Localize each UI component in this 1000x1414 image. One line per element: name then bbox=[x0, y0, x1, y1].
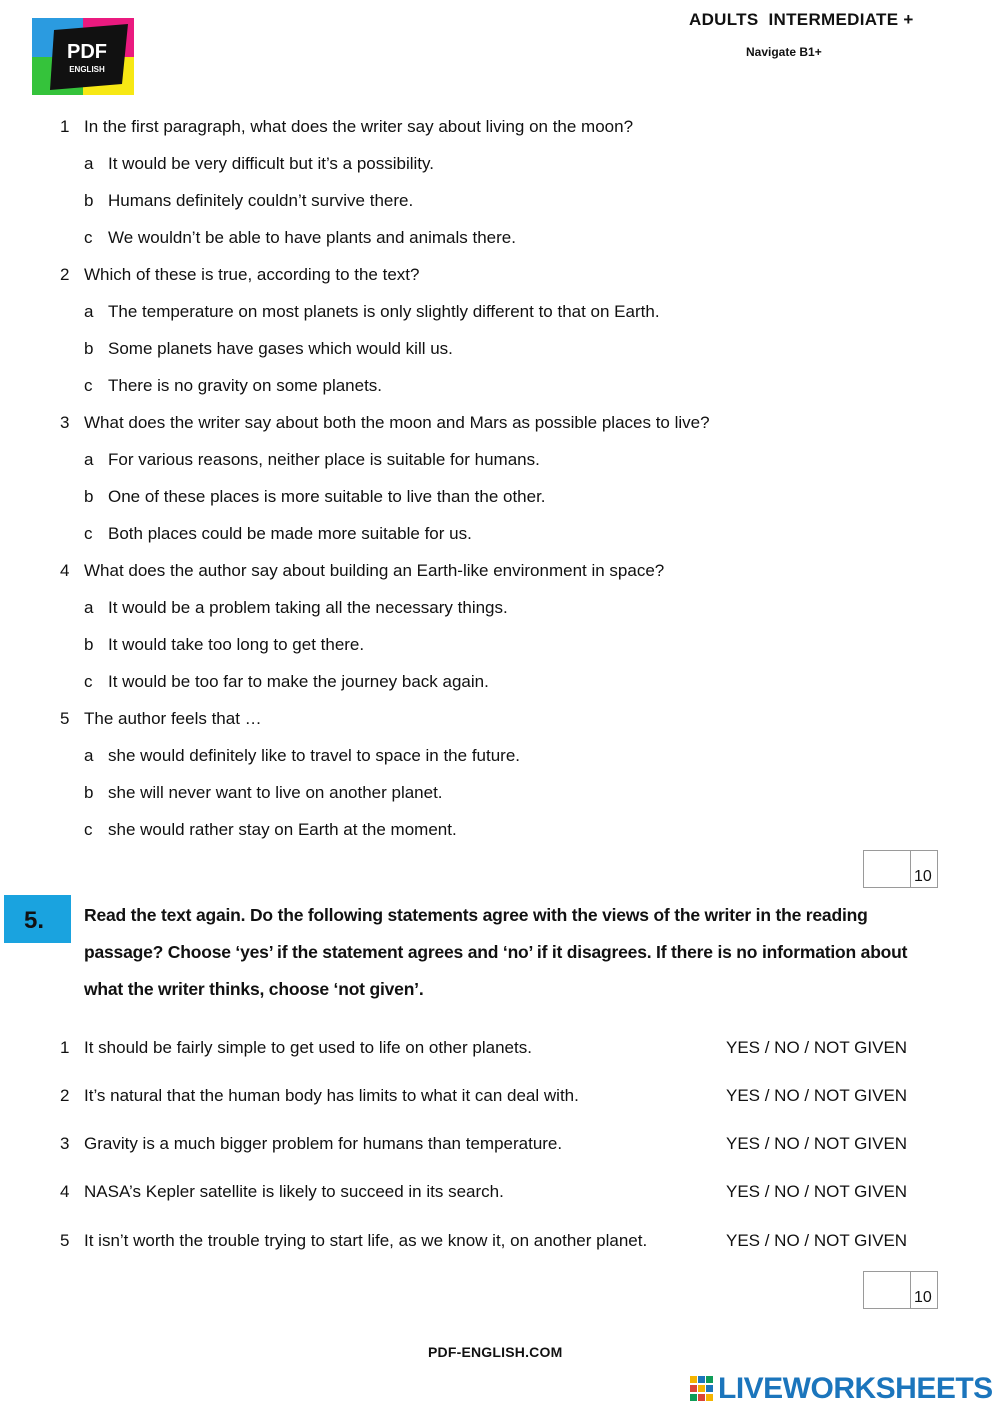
statement-number: 5 bbox=[60, 1231, 70, 1250]
answer-choice-2[interactable]: YES / NO / NOT GIVEN bbox=[726, 1086, 908, 1105]
statement-text: Gravity is a much bigger problem for humans than temperature. bbox=[84, 1134, 563, 1153]
statement-2 bbox=[60, 1086, 579, 1106]
option-5b[interactable] bbox=[84, 783, 443, 803]
statement-4 bbox=[60, 1182, 504, 1202]
option-text: The temperature on most planets is only slightly different to that on Earth. bbox=[108, 302, 660, 321]
option-text: Humans definitely couldn’t survive there. bbox=[108, 191, 414, 210]
answer-choice-5[interactable]: YES / NO / NOT GIVEN bbox=[726, 1231, 908, 1250]
option-text: she would definitely like to travel to space in the future. bbox=[108, 746, 521, 765]
logo-text-sub: ENGLISH bbox=[69, 65, 105, 74]
question-3 bbox=[60, 413, 710, 433]
statement-text: It’s natural that the human body has limits to what it can deal with. bbox=[84, 1086, 579, 1105]
question-number: 2 bbox=[60, 265, 70, 284]
option-letter: c bbox=[84, 228, 93, 247]
statement-3 bbox=[60, 1134, 562, 1154]
liveworksheets-text: LIVEWORKSHEETS bbox=[718, 1372, 993, 1405]
statement-number: 2 bbox=[60, 1086, 70, 1105]
option-letter: b bbox=[84, 487, 94, 506]
score-max: 10 bbox=[914, 868, 932, 885]
option-1b[interactable] bbox=[84, 191, 413, 211]
question-number: 4 bbox=[60, 561, 70, 580]
question-text: In the first paragraph, what does the writer say about living on the moon? bbox=[84, 117, 634, 136]
option-2b[interactable] bbox=[84, 339, 453, 359]
question-5 bbox=[60, 709, 262, 729]
score-max: 10 bbox=[914, 1289, 932, 1306]
option-5c[interactable] bbox=[84, 820, 457, 840]
option-text: For various reasons, neither place is suitable for humans. bbox=[108, 450, 540, 469]
score-divider bbox=[910, 851, 911, 887]
option-letter: b bbox=[84, 191, 94, 210]
section5-score-box[interactable] bbox=[863, 1271, 938, 1309]
option-text: Both places could be made more suitable for us. bbox=[108, 524, 472, 543]
option-3b[interactable] bbox=[84, 487, 546, 507]
liveworksheets-icon bbox=[690, 1376, 714, 1402]
option-text: One of these places is more suitable to live than the other. bbox=[108, 487, 546, 506]
option-2a[interactable] bbox=[84, 302, 660, 322]
option-4a[interactable] bbox=[84, 598, 508, 618]
level-title: ADULTS INTERMEDIATE + bbox=[689, 10, 914, 29]
option-letter: a bbox=[84, 746, 94, 765]
statement-1 bbox=[60, 1038, 532, 1058]
option-text: It would be very difficult but it’s a possibility. bbox=[108, 154, 434, 173]
option-letter: a bbox=[84, 598, 94, 617]
option-letter: a bbox=[84, 154, 94, 173]
option-text: It would take too long to get there. bbox=[108, 635, 365, 654]
question-text: The author feels that … bbox=[84, 709, 262, 728]
question-text: Which of these is true, according to the text? bbox=[84, 265, 420, 284]
answer-choice-4[interactable]: YES / NO / NOT GIVEN bbox=[726, 1182, 908, 1201]
section4-score-box[interactable] bbox=[863, 850, 938, 888]
answer-choice-3[interactable]: YES / NO / NOT GIVEN bbox=[726, 1134, 908, 1153]
question-number: 3 bbox=[60, 413, 70, 432]
option-text: Some planets have gases which would kill us. bbox=[108, 339, 453, 358]
logo-text-main: PDF bbox=[67, 41, 107, 63]
option-letter: c bbox=[84, 672, 93, 691]
statement-text: It should be fairly simple to get used to life on other planets. bbox=[84, 1038, 532, 1057]
option-4c[interactable] bbox=[84, 672, 489, 692]
option-text: It would be too far to make the journey back again. bbox=[108, 672, 489, 691]
option-letter: c bbox=[84, 820, 93, 839]
option-letter: b bbox=[84, 783, 94, 802]
footer-site[interactable]: PDF-ENGLISH.COM bbox=[428, 1344, 563, 1360]
option-text: It would be a problem taking all the necessary things. bbox=[108, 598, 508, 617]
section5-instructions: Read the text again. Do the following statements agree with the views of the writer in the reading passage? Choose ‘yes’ if the statement agrees and ‘no’ if it disagrees. If there is no information about what the writer thinks, choose ‘not given’. bbox=[84, 905, 908, 999]
option-2c[interactable] bbox=[84, 376, 382, 396]
statement-number: 1 bbox=[60, 1038, 70, 1057]
statement-number: 3 bbox=[60, 1134, 70, 1153]
question-2 bbox=[60, 265, 419, 285]
question-number: 5 bbox=[60, 709, 70, 728]
question-1 bbox=[60, 117, 633, 137]
section-5-badge bbox=[4, 895, 71, 943]
question-number: 1 bbox=[60, 117, 70, 136]
option-3c[interactable] bbox=[84, 524, 472, 544]
statement-number: 4 bbox=[60, 1182, 70, 1201]
option-letter: b bbox=[84, 339, 94, 358]
course-subtitle: Navigate B1+ bbox=[746, 45, 822, 59]
option-4b[interactable] bbox=[84, 635, 364, 655]
option-text: There is no gravity on some planets. bbox=[108, 376, 383, 395]
option-text: she would rather stay on Earth at the moment. bbox=[108, 820, 457, 839]
pdf-english-logo bbox=[32, 18, 134, 95]
statement-5 bbox=[60, 1231, 647, 1251]
option-letter: a bbox=[84, 302, 94, 321]
answer-choice-1[interactable]: YES / NO / NOT GIVEN bbox=[726, 1038, 908, 1057]
option-3a[interactable] bbox=[84, 450, 540, 470]
section-number: 5. bbox=[24, 907, 45, 934]
option-5a[interactable] bbox=[84, 746, 520, 766]
option-text: We wouldn’t be able to have plants and animals there. bbox=[108, 228, 516, 247]
option-text: she will never want to live on another planet. bbox=[108, 783, 443, 802]
option-letter: b bbox=[84, 635, 94, 654]
option-letter: c bbox=[84, 376, 93, 395]
statement-text: It isn’t worth the trouble trying to start life, as we know it, on another planet. bbox=[84, 1231, 648, 1250]
option-1c[interactable] bbox=[84, 228, 516, 248]
question-text: What does the author say about building an Earth-like environment in space? bbox=[84, 561, 665, 580]
statement-text: NASA’s Kepler satellite is likely to succeed in its search. bbox=[84, 1182, 504, 1201]
question-4 bbox=[60, 561, 664, 581]
option-1a[interactable] bbox=[84, 154, 434, 174]
question-text: What does the writer say about both the moon and Mars as possible places to live? bbox=[84, 413, 710, 432]
option-letter: a bbox=[84, 450, 94, 469]
option-letter: c bbox=[84, 524, 93, 543]
score-divider bbox=[910, 1272, 911, 1308]
